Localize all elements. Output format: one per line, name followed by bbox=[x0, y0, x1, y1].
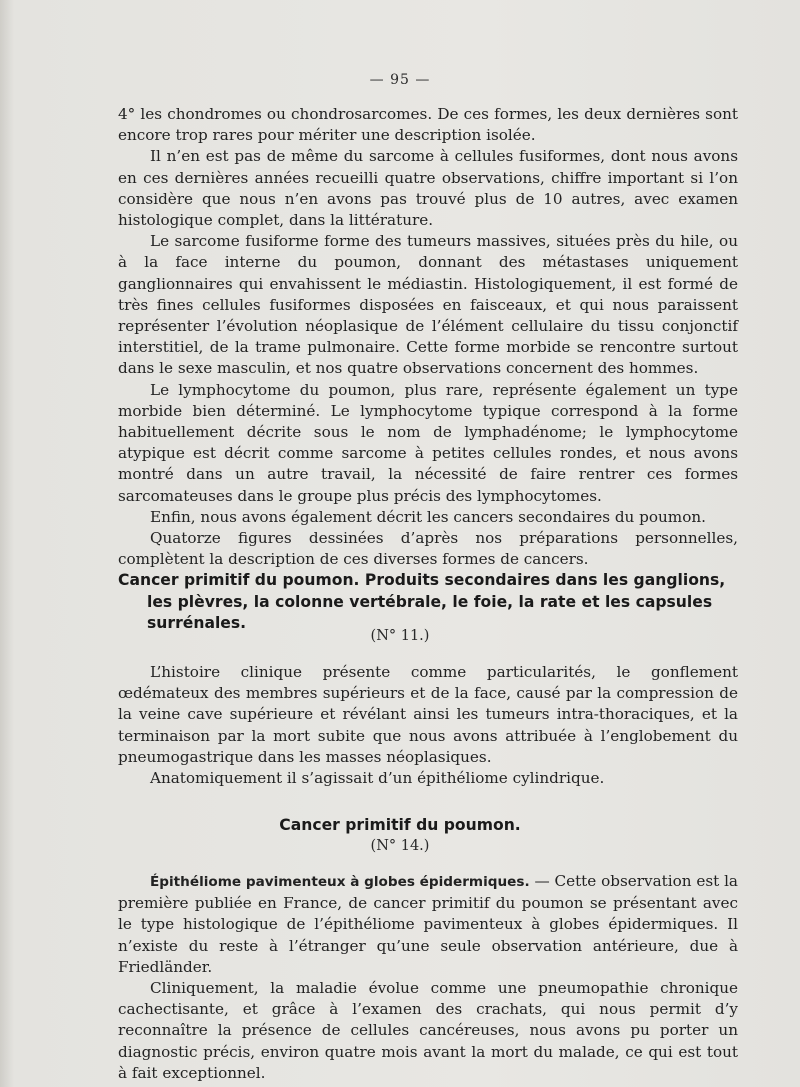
section1-heading-line-1: Cancer primitif du poumon. Produits secondaires dans les ganglions, bbox=[118, 571, 726, 589]
section1-observation-number: (N° 11.) bbox=[370, 628, 430, 644]
section2-observation-number: (N° 14.) bbox=[370, 838, 430, 854]
section2-paragraph-1: Cliniquement, la maladie évolue comme une pneumopathie chronique cachectisante, et grâce à l’examen des crachats, qui nous permit d’y reconnaître la présence de cellules cancéreuses, nous avons pu porter un diagnostic précis, environ quatre mois avant la mort du malade, ce qui est tout à fait exceptionnel. bbox=[118, 979, 738, 1082]
section1-heading-line-3: surrénales. bbox=[147, 614, 247, 632]
page-number: — 95 — bbox=[369, 72, 431, 88]
section2-lead-paragraph bbox=[118, 871, 738, 978]
intro-paragraph-5: Enfin, nous avons également décrit les cancers secondaires du poumon. bbox=[150, 507, 706, 526]
section1-paragraph-2: Anatomiquement il s’agissait d’un épithéliome cylindrique. bbox=[150, 769, 605, 788]
intro-paragraph-6: Quatorze figures dessinées d’après nos préparations personnelles, complètent la description de ces diverses formes de cancers. bbox=[118, 529, 738, 569]
intro-paragraph-1: 4° les chondromes ou chondrosarcomes. De ces formes, les deux dernières sont encore trop rares pour mériter une description isolée. bbox=[118, 105, 738, 145]
section2-lead-title: Épithéliome pavimenteux à globes épidermiques. bbox=[150, 874, 530, 890]
intro-paragraph-2: Il n’en est pas de même du sarcome à cellules fusiformes, dont nous avons en ces dernières années recueilli quatre observations, chiffre important si l’on considère que nous n’en avons pas trouvé plus de 10 autres, avec examen histologique complet, dans la littérature. bbox=[118, 147, 738, 230]
section1-text bbox=[118, 662, 738, 789]
section1-heading-line-2: les plèvres, la colonne vertébrale, le foie, la rate et les capsules bbox=[147, 593, 713, 611]
section2-lead-text: — Cette observation est la première publiée en France, de cancer primitif du poumon se présentant avec le type histologique de l’épithéliome pavimenteux à globes épidermiques. Il n’existe du reste à l’étranger qu’une seule observation antérieure, due à Friedländer. bbox=[118, 872, 738, 976]
intro-paragraph-4: Le lymphocytome du poumon, plus rare, représente également un type morbide bien déterminé. Le lymphocytome typique correspond à la forme habituellement décrite sous le nom de lymphadénome; le lymphocytome atypique est décrit comme sarcome à petites cellules rondes, et nous avons montré dans un autre travail, la nécessité de faire rentrer ces formes sarcomateuses dans le groupe plus précis des lymphocytomes. bbox=[118, 380, 738, 505]
section2-heading: Cancer primitif du poumon. bbox=[279, 816, 521, 834]
section2-text bbox=[118, 871, 738, 1084]
intro-text bbox=[118, 104, 738, 570]
intro-paragraph-3: Le sarcome fusiforme forme des tumeurs massives, situées près du hile, ou à la face interne du poumon, donnant des métastases uniquement ganglionnaires qui envahissent le médiastin. Histologiquement, il est formé de très fines cellules fusiformes disposées en faisceaux, et qui nous paraissent représenter l’évolution néoplasique de l’élément cellulaire du tissu conjonctif interstitiel, de la trame pulmonaire. Cette forme morbide se rencontre surtout dans le sexe masculin, et nos quatre observations concernent des hommes. bbox=[118, 232, 738, 378]
section1-paragraph-1: L’histoire clinique présente comme particularités, le gonflement œdémateux des membres supérieurs et de la face, causé par la compression de la veine cave supérieure et révélant ainsi les tumeurs intra-thoraciques, et la terminaison par la mort subite que nous avons attribuée à l’englobement du pneumogastrique dans les masses néoplasiques. bbox=[118, 663, 738, 766]
